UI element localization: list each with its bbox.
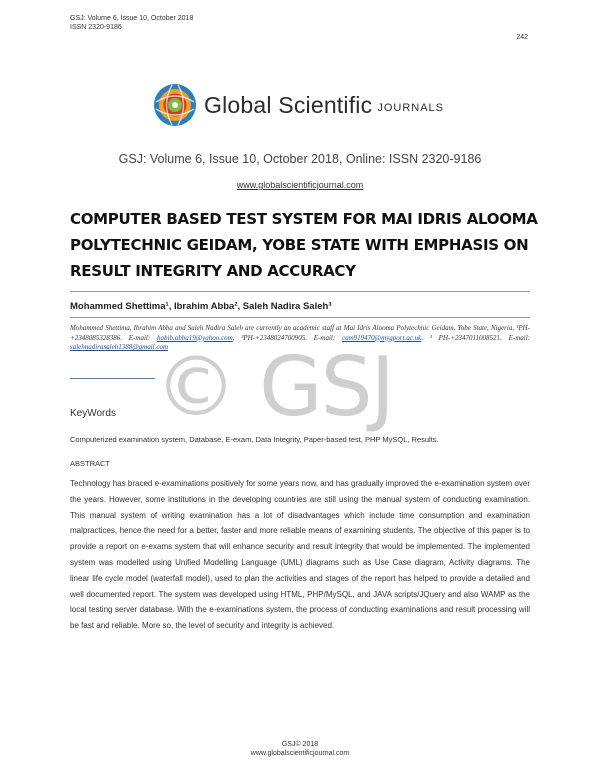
footer-copyright: GSJ© 2018 [281, 741, 319, 748]
globe-logo-icon [152, 82, 198, 128]
journal-website-link[interactable]: www.globalscientificjournal.com [236, 180, 364, 190]
paper-title: COMPUTER BASED TEST SYSTEM FOR MAI IDRIS ALOOMA POLYTECHNIC GEIDAM, YOBE STATE WITH EMPHASIS ON RESULT INTEGRITY AND ACCURACY [70, 210, 538, 280]
journal-volume-header: GSJ: Volume 6, Issue 10, October 2018 [70, 15, 194, 22]
affiliation-text-2: , ²PH-+2348024700905. E-mail: [232, 333, 343, 342]
volume-line: GSJ: Volume 6, Issue 10, October 2018, Online: ISSN 2320-9186 [118, 152, 482, 166]
keywords-heading: KeyWords [70, 408, 116, 419]
title-divider [70, 291, 530, 292]
affiliation-text-1: Mohammed Shettima, Ibrahim Abba and Saleh Nadira Saleh are currently an academic staff at Mai Idris Alooma Polytechnic Geidam, Yobe State, Nigeria, ¹PH-+2348085328386. E-mail: [70, 324, 530, 342]
affiliation-text-3: , ³ PH-+2347011008521. E-mail: [421, 333, 530, 342]
author-list: Mohammed Shettima¹, Ibrahim Abba², Saleh Nadira Saleh³ [70, 301, 332, 312]
author-divider [70, 317, 530, 318]
footer-website: www.globalscientificjournal.com [250, 750, 350, 757]
page-number: 242 [516, 34, 528, 41]
email-link-3[interactable]: salehnadirasaleh1388@gmail.com [70, 343, 169, 351]
journal-logo [152, 82, 444, 128]
email-link-2[interactable]: cam919470@mygport.ac.uk [342, 333, 422, 342]
affiliation-rule [70, 378, 155, 379]
keywords-list: Computerized examination system, Database, E-exam, Data Integrity, Paper-based test, PHP MySQL, Results. [70, 435, 439, 444]
logo-suffix: JOURNALS [377, 102, 444, 114]
gsj-watermark: © GSJ [155, 340, 393, 435]
journal-issn-header: ISSN 2320-9186 [70, 24, 122, 31]
email-link-1[interactable]: habib.abba19@yahoo.com [157, 333, 233, 342]
abstract-body: Technology has braced e-examinations positively for some years now, and has gradually improved the e-examination system over the years. However, some institutions in the developing countries are still using the manual system of conducting examination. This manual system of writing examination has a lot of disadvantages which include time consumption and examination malpractices, hence the need for a better, faster and more reliable means of examining students. The objective of this paper is to provide a report on e-exams system that will enhance security and result integrity that would be implemented. The implemented system was modelled using Unified Modelling Language (UML) diagrams such as Use Case diagram, Activity diagrams. The linear life cycle model (waterfall model), used to plan the activities and stages of the report has helped to provide a detailed and well documented report. The system was developed using HTML, PHP/MySQL, and JAVA scripts/JQuery and also WAMP as the local testing server database. With the e-examinations system, the process of conducting examinations and result processing will be fast and reliable. More so, the level of security and integrity is achieved. [70, 479, 530, 631]
abstract-heading: ABSTRACT [70, 459, 111, 468]
logo-name: Global Scientific [204, 91, 373, 118]
